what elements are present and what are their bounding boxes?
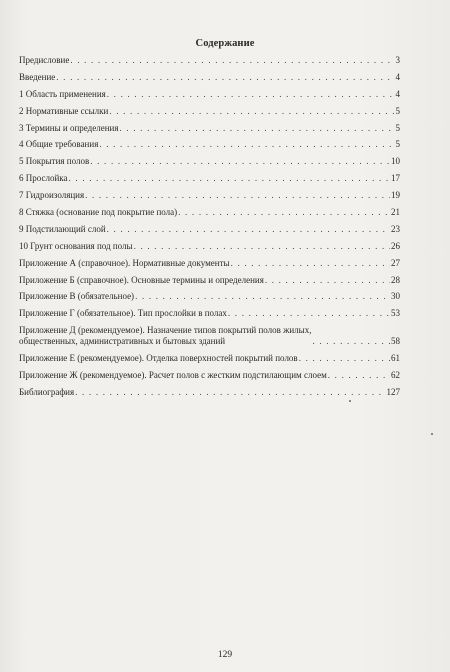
toc-entry-introduction[interactable] bbox=[19, 72, 400, 83]
toc-entry-page: 28 bbox=[391, 274, 400, 285]
leader-dots bbox=[134, 241, 390, 252]
toc-entry-label-line: Приложение Д (рекомендуемое). Назначение типов покрытий полов жилых, bbox=[19, 325, 312, 336]
toc-entry-appendix-a[interactable] bbox=[19, 258, 400, 269]
toc-entry-label: Приложение А (справочное). Нормативные документы bbox=[19, 257, 230, 268]
paper-speck bbox=[349, 400, 351, 402]
toc-entry-page: 27 bbox=[391, 257, 400, 268]
toc-entry-label: 7 Гидроизоляция bbox=[19, 190, 85, 201]
toc-entry-label: Приложение Б (справочное). Основные термины и определения bbox=[19, 274, 264, 285]
leader-dots bbox=[228, 308, 390, 319]
toc-entry-page: 17 bbox=[391, 173, 400, 184]
toc-title: Содержание bbox=[195, 38, 255, 49]
toc-entry-label-line: общественных, административных и бытовых зданий bbox=[19, 336, 226, 347]
toc-entry-label: Приложение Ж (рекомендуемое). Расчет полов с жестким подстилающим слоем bbox=[19, 370, 327, 381]
toc-entry-page: 5 bbox=[395, 122, 400, 133]
toc-entry-appendix-zh[interactable] bbox=[19, 370, 400, 381]
toc-entry-section-4[interactable] bbox=[19, 139, 400, 150]
leader-dots bbox=[70, 55, 394, 66]
toc-entry-page: 3 bbox=[395, 55, 400, 65]
leader-dots bbox=[265, 275, 390, 286]
toc-entry-label: Приложение Е (рекомендуемое). Отделка поверхностей покрытий полов bbox=[19, 353, 298, 364]
leader-dots bbox=[90, 156, 390, 167]
toc-entry-page: 23 bbox=[391, 223, 400, 234]
toc-entry-page: 4 bbox=[395, 88, 400, 99]
page-number: 129 bbox=[217, 650, 233, 660]
toc-entry-section-8[interactable] bbox=[19, 207, 400, 218]
toc-entry-page: 61 bbox=[391, 353, 400, 364]
leader-dots bbox=[69, 173, 390, 184]
toc-entry-label: 2 Нормативные ссылки bbox=[19, 105, 109, 116]
toc-entry-page: 5 bbox=[395, 105, 400, 116]
toc-entry-label: 8 Стяжка (основание под покрытие пола) bbox=[19, 207, 178, 218]
table-of-contents bbox=[19, 55, 400, 404]
paper-speck bbox=[431, 433, 433, 435]
toc-entry-section-9[interactable] bbox=[19, 224, 400, 235]
toc-entry-page: 58 bbox=[391, 336, 400, 347]
toc-entry-label: Предисловие bbox=[19, 55, 70, 65]
toc-entry-label: 5 Покрытия полов bbox=[19, 156, 90, 167]
toc-entry-page: 62 bbox=[391, 370, 400, 381]
toc-entry-label: 9 Подстилающий слой bbox=[19, 223, 106, 234]
leader-dots bbox=[119, 123, 394, 134]
toc-entry-page: 26 bbox=[391, 240, 400, 251]
toc-entry-page: 21 bbox=[391, 207, 400, 218]
toc-entry-label: 1 Область применения bbox=[19, 88, 106, 99]
leader-dots bbox=[178, 207, 390, 218]
leader-dots bbox=[231, 258, 390, 269]
toc-entry-page: 53 bbox=[391, 308, 400, 319]
toc-entry-label: Введение bbox=[19, 71, 56, 82]
leader-dots bbox=[75, 387, 385, 398]
toc-entry-page: 127 bbox=[386, 386, 400, 397]
toc-entry-appendix-g[interactable] bbox=[19, 308, 400, 319]
toc-entry-label: 3 Термины и определения bbox=[19, 122, 119, 133]
leader-dots bbox=[56, 72, 394, 83]
toc-entry-page: 19 bbox=[391, 190, 400, 201]
toc-entry-section-6[interactable] bbox=[19, 173, 400, 184]
toc-entry-label: Приложение В (обязательное) bbox=[19, 291, 135, 302]
leader-dots bbox=[85, 190, 390, 201]
toc-entry-page: 10 bbox=[391, 156, 400, 167]
toc-entry-appendix-d[interactable] bbox=[19, 325, 400, 347]
toc-entry-label: Библиография bbox=[19, 386, 75, 397]
leader-dots bbox=[107, 89, 395, 100]
leader-dots bbox=[99, 139, 394, 150]
toc-entry-page: 30 bbox=[391, 291, 400, 302]
toc-entry-appendix-v[interactable] bbox=[19, 291, 400, 302]
toc-entry-appendix-e[interactable] bbox=[19, 353, 400, 364]
toc-entry-section-1[interactable] bbox=[19, 89, 400, 100]
leader-dots bbox=[107, 224, 390, 235]
leader-dots bbox=[299, 353, 390, 364]
leader-dots bbox=[328, 370, 390, 381]
leader-dots bbox=[312, 336, 390, 347]
toc-entry-label: 4 Общие требования bbox=[19, 139, 99, 150]
toc-entry-section-5[interactable] bbox=[19, 156, 400, 167]
toc-entry-bibliography[interactable] bbox=[19, 387, 400, 398]
leader-dots bbox=[109, 106, 394, 117]
toc-entry-section-3[interactable] bbox=[19, 123, 400, 134]
toc-entry-label: Приложение Г (обязательное). Тип прослойки в полах bbox=[19, 308, 227, 319]
toc-entry-label: 10 Грунт основания под полы bbox=[19, 240, 133, 251]
toc-entry-section-10[interactable] bbox=[19, 241, 400, 252]
toc-entry-section-7[interactable] bbox=[19, 190, 400, 201]
toc-entry-page: 4 bbox=[395, 71, 400, 82]
toc-entry-appendix-b[interactable] bbox=[19, 275, 400, 286]
toc-entry-section-2[interactable] bbox=[19, 106, 400, 117]
toc-entry-label bbox=[19, 325, 311, 347]
toc-entry-label: 6 Прослойка bbox=[19, 173, 68, 184]
leader-dots bbox=[135, 291, 390, 302]
toc-entry-preface[interactable] bbox=[19, 55, 400, 66]
toc-entry-page: 5 bbox=[395, 139, 400, 150]
